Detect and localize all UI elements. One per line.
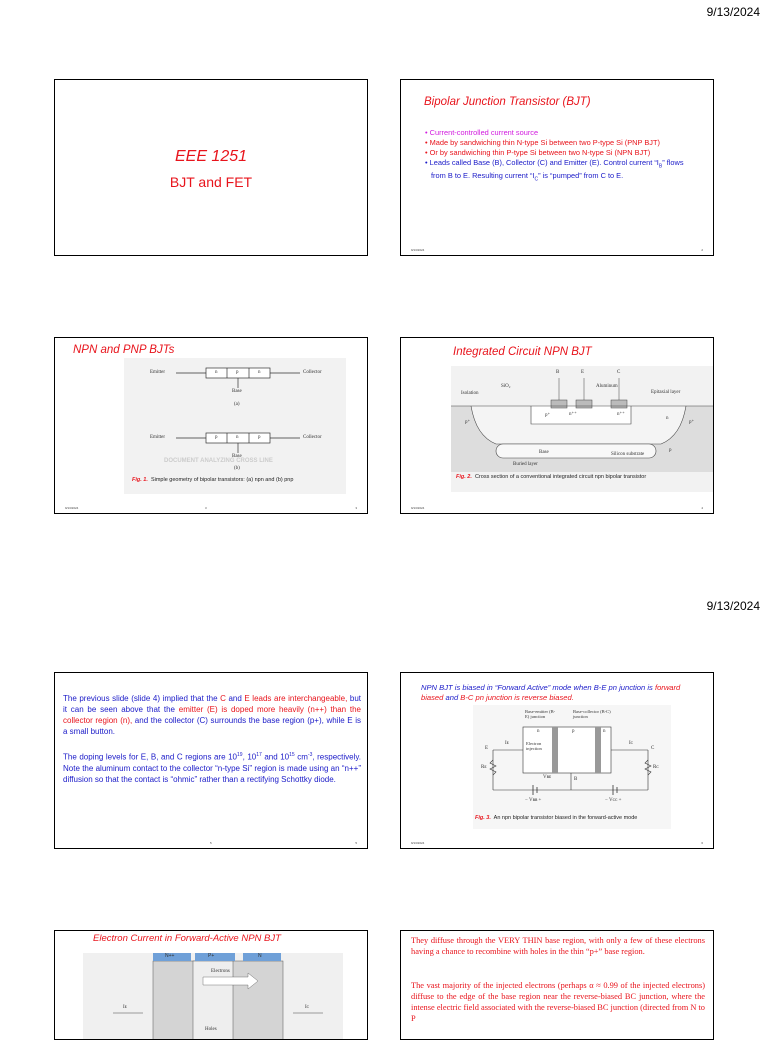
label-n: n xyxy=(215,370,218,375)
slide-title: NPN BJT is biased in “Forward Active” mode when B-E pn junction is forward biased and B-C pn junction is reverse biased. xyxy=(421,683,681,702)
label-n-plus-plus: n⁺⁺ xyxy=(569,412,577,417)
slide-5-doping xyxy=(54,672,368,849)
slide-page-number: 4 xyxy=(701,506,703,510)
label-n: n xyxy=(666,416,669,421)
slide-4-ic-npn xyxy=(400,337,714,514)
label-ie: Iᴇ xyxy=(505,741,509,746)
watermark-text: DOCUMENT ANALYZING CROSS LINE xyxy=(164,458,273,464)
label-base: Base xyxy=(539,450,549,455)
date-top: 9/13/2024 xyxy=(706,5,760,19)
label-p: p xyxy=(669,448,672,453)
label-collector: Collector xyxy=(303,370,322,375)
figure-3 xyxy=(473,705,671,829)
bullet-item: • Current-controlled current source xyxy=(425,128,539,137)
slide-page-number: 6 xyxy=(701,841,703,845)
figure-2 xyxy=(451,366,713,492)
label-ie: Iᴇ xyxy=(123,1005,127,1010)
bjt-geometry-diagram xyxy=(124,358,346,494)
label-p: p xyxy=(215,435,218,440)
slide-footer-mid: 5 xyxy=(210,841,212,845)
label-vcc: − Vᴄᴄ + xyxy=(605,798,622,803)
paragraph-1: The previous slide (slide 4) implied that the C and E leads are interchangeable, but it can be seen above that the emitter (E) is doped more heavily (n++) than the collector region (n), and the collector (C) surrounds the base region (p+), while E is a small button. xyxy=(63,694,361,736)
label-b: B xyxy=(556,370,560,375)
label-emitter: Emitter xyxy=(150,370,165,375)
slide-footer-date: 9/13/2024 xyxy=(411,506,425,510)
label-n-plus-plus: n⁺⁺ xyxy=(617,412,625,417)
label-b: B xyxy=(574,777,578,782)
slide-2-bjt xyxy=(400,79,714,256)
label-b: (b) xyxy=(234,466,240,471)
paragraph-2: The vast majority of the injected electrons (perhaps α ≈ 0.99 of the injected electrons) diffuse to the edge of the base region near the reverse-biased BC junction, where the intense electric field associated with the reverse-biased BC junction (directed from N to P xyxy=(411,981,705,1023)
label-p-plus: p⁺ xyxy=(465,420,471,425)
label-base: Base xyxy=(232,454,242,459)
label-re: Rᴇ xyxy=(481,765,487,770)
slide-subtitle: BJT and FET xyxy=(169,174,253,190)
label-p: p xyxy=(258,435,261,440)
label-electron-injection: Electron injection xyxy=(526,741,542,751)
forward-active-circuit-diagram xyxy=(473,705,671,829)
slide-title: Bipolar Junction Transistor (BJT) xyxy=(424,96,591,108)
bullet-list xyxy=(425,128,695,186)
bullet-item: • Leads called Base (B), Collector (C) and Emitter (E). Control current “$I_B$” flows from B to E. Resulting current “$I_C$” is “pumped” from C to E. xyxy=(425,158,684,183)
figure-caption: Fig. 2. Cross section of a conventional integrated circuit npn bipolar transistor xyxy=(456,474,647,480)
label-silicon-substrate: Silicon substrate xyxy=(611,452,645,457)
label-n: n xyxy=(236,435,239,440)
slide-6-forward-active xyxy=(400,672,714,849)
slide-page-number: 5 xyxy=(355,841,357,845)
bullet-item: • Or by sandwiching thin P-type Si between two N-type Si (NPN BJT) xyxy=(425,148,651,157)
label-holes: Holes xyxy=(205,1027,217,1032)
label-n: n xyxy=(603,729,606,734)
label-collector: Collector xyxy=(303,435,322,440)
label-vbe: Vʙᴇ xyxy=(543,775,552,780)
label-e: E xyxy=(581,370,585,375)
label-p: p xyxy=(236,370,239,375)
label-buried-layer: Buried layer xyxy=(513,462,538,467)
figure-caption: Fig. 3. An npn bipolar transistor biased in the forward-active mode xyxy=(475,815,638,821)
slide-footer-mid: 3 xyxy=(205,506,207,510)
paragraph-2: The doping levels for E, B, and C regions are $10^{19}$, $10^{17}$ and $10^{15}$ $cm^{-3}$, respectively. Note the aluminum contact to the collector “n-type Si” region is made using an “n++” diffusion so that the contact is “ohmic” rather than a rectifying Schottky diode. xyxy=(63,752,362,784)
slide-title: NPN and PNP BJTs xyxy=(73,344,175,356)
label-p-plus: P+ xyxy=(208,953,215,959)
label-be-junction: Base-emitter (B-E) junction xyxy=(525,709,556,719)
slide-footer-date: 9/13/2024 xyxy=(65,506,79,510)
label-c: C xyxy=(617,370,621,375)
label-base: Base xyxy=(232,389,242,394)
slide-title: Integrated Circuit NPN BJT xyxy=(453,346,592,358)
label-ic: Iᴄ xyxy=(629,741,634,746)
label-isolation: Isolation xyxy=(461,391,479,396)
label-bc-junction: Base-collector (B-C) junction xyxy=(573,709,611,719)
label-p-plus: p⁺ xyxy=(689,420,695,425)
label-sio2: SiO₂ xyxy=(501,384,511,389)
label-n: n xyxy=(537,729,540,734)
label-c: C xyxy=(651,746,655,751)
slide-1-title xyxy=(54,79,368,256)
slide-page-number: 3 xyxy=(355,506,357,510)
label-ic: Iᴄ xyxy=(305,1005,310,1010)
slide-title: EEE 1251 xyxy=(174,148,248,165)
label-n: N xyxy=(258,953,262,959)
date-mid: 9/13/2024 xyxy=(706,599,760,613)
label-n-plus-plus: N++ xyxy=(165,953,175,959)
label-epitaxial: Epitaxial layer xyxy=(651,390,681,395)
slide-3-npn-pnp xyxy=(54,337,368,514)
label-aluminum: Aluminum xyxy=(596,384,618,389)
figure-caption: Fig. 1. Simple geometry of bipolar transistors: (a) npn and (b) pnp xyxy=(132,477,294,483)
slide-footer-date: 9/13/2024 xyxy=(411,841,425,845)
figure-electron-flow xyxy=(83,953,343,1040)
label-p-plus: p⁺ xyxy=(545,413,551,418)
label-n: n xyxy=(258,370,261,375)
slide-title: Electron Current in Forward-Active NPN BJT xyxy=(93,933,281,944)
label-e: E xyxy=(485,746,489,751)
label-vbb: − Vʙʙ + xyxy=(525,798,542,803)
label-rc: Rᴄ xyxy=(653,765,659,770)
slide-footer-date: 9/13/2024 xyxy=(411,248,425,252)
label-p: p xyxy=(572,729,575,734)
label-electrons: Electrons xyxy=(211,969,230,974)
label-a: (a) xyxy=(234,402,240,407)
slide-page-number: 2 xyxy=(701,248,703,252)
bullet-item: • Made by sandwiching thin N-type Si between two P-type Si (PNP BJT) xyxy=(425,138,660,147)
paragraph-1: They diffuse through the VERY THIN base region, with only a few of these electrons having a chance to recombine with holes in the thin “p+” base region. xyxy=(411,936,705,956)
figure-1 xyxy=(124,358,346,494)
label-emitter: Emitter xyxy=(150,435,165,440)
